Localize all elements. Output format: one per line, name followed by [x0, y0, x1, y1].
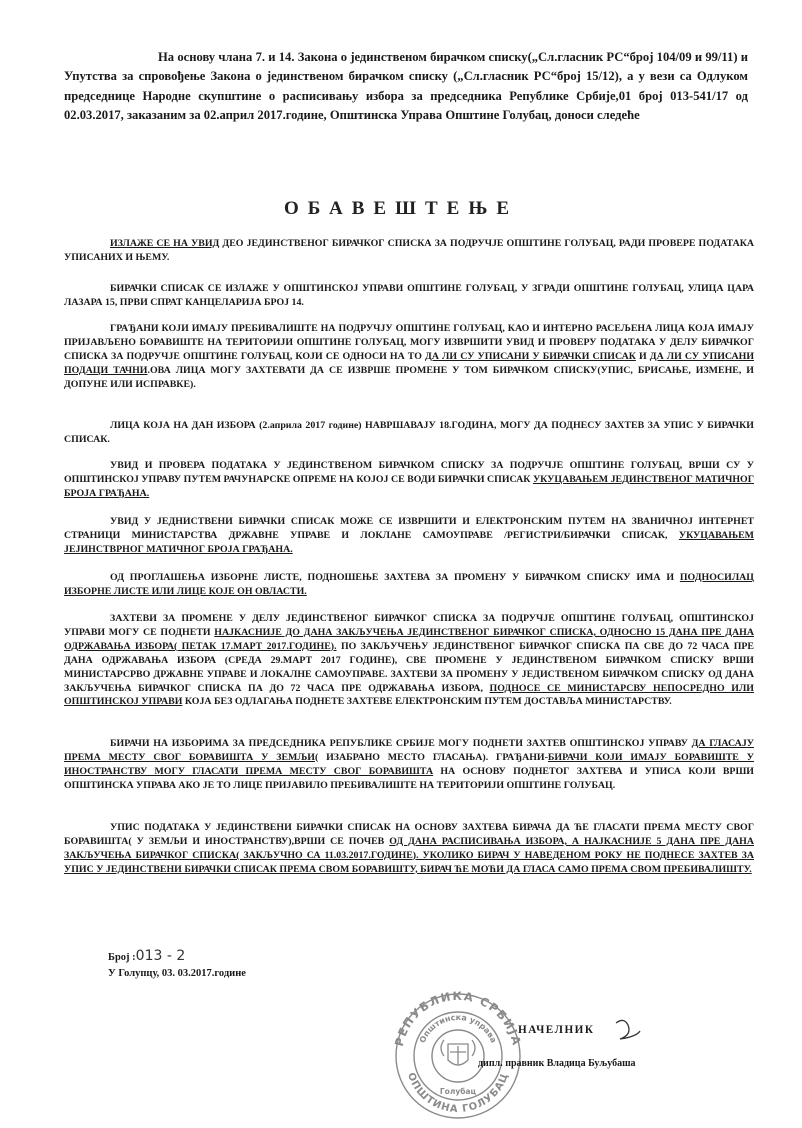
s9-text-c: ( ИЗАБРАНО МЕСТО ГЛАСАЊА). ГРАЂАНИ-: [314, 751, 548, 763]
s5-underlined: УКУЦАВАЊЕМ ЈЕДИНСТВЕНОГ МАТИЧНОГ БРОЈА ГРАЂАНА.: [64, 473, 754, 499]
section-2: [64, 282, 754, 310]
document-number: [108, 948, 246, 966]
s8-underlined-b: НАЈКАСНИЈЕ ДО ДАНА ЗАКЉУЧЕЊА ЈЕДИНСТВЕНОГ БИРАЧКОГ СПИСКА, ОДНОСНО 15 ДАНА ПРЕ ДАНА ОДРЖАВАЊА ИЗБОРА( ПЕТАК 17.МАРТ 2017.ГОДИНЕ).: [64, 626, 754, 652]
s9-underlined-d: БИРАЧИ КОЈИ ИМАЈУ БОРАВИШТЕ У ИНОСТРАНСТВУ МОГУ ГЛАСАТИ ПРЕМА МЕСТУ СВОГ БОРАВИШТА: [64, 751, 755, 777]
s3-text-c: И: [635, 350, 650, 362]
intro-paragraph: [64, 48, 748, 126]
intro-text: На основу члана 7. и 14. Закона о јединственом бирачком списку(„Сл.гласник РС“број 104/09 и 99/11) и Упутства за спровођење Закона о јединственом бирачком списку („Сл.гласник РС“број 15/12), а у вези са Одлуком председнице Народне скупштине о расписивању избора за председника Републике Србије,01 број 013-541/17 од 02.03.2017, заказаним за 02.април 2017.године, Општинска Управа Општине Голубац, доноси следеће: [64, 50, 748, 123]
section-9: [64, 737, 754, 793]
signatory-title: НАЧЕЛНИК: [518, 1024, 595, 1036]
section-10: [64, 821, 754, 877]
seal-center-text: Голубац: [439, 1087, 477, 1096]
s1-text: ДЕО ЈЕДИНСТВЕНОГ БИРАЧКОГ СПИСКА ЗА ПОДРУЧЈЕ ОПШТИНЕ ГОЛУБАЦ, РАДИ ПРОВЕРЕ ПОДАТАКА УПИСАНИХ И ЊЕМУ.: [64, 238, 755, 263]
seal-inner-text: Општинска управа: [417, 1012, 499, 1045]
s10-text-a: УПИС ПОДАТАКА У ЈЕДИНСТВЕНИ БИРАЧКИ СПИСАК НА ОСНОВУ ЗАХТЕВА БИРАЧА ДА ЋЕ ГЛАСАТИ ПРЕМА МЕСТУ СВОГ БОРАВИШТА( У ЗЕМЉИ И ИНОСТРАНСТВУ),ВРШИ СЕ ПОЧЕВ: [64, 822, 754, 847]
coat-of-arms-icon: [441, 1040, 475, 1065]
s7-underlined: ПОДНОСИЛАЦ ИЗБОРНЕ ЛИСТЕ ИЛИ ЛИЦЕ КОЈЕ ОН ОВЛАСТИ.: [64, 572, 754, 597]
s1-underlined: ИЗЛАЖЕ СЕ НА УВИД: [110, 238, 220, 249]
signatory-name: дипл. правник Владица Буљубаша: [478, 1058, 636, 1069]
s8-text-a: ЗАХТЕВИ ЗА ПРОМЕНЕ У ДЕЛУ ЈЕДИНСТВЕНОГ БИРАЧКОГ СПИСКА ЗА ПОДРУЧЈЕ ОПШТИНЕ ГОЛУБАЦ, ОПШТИНСКОЈ УПРАВИ МОГУ СЕ ПОДНЕТИ: [64, 613, 754, 638]
number-label: Број :: [108, 952, 136, 963]
s3-text-a: ГРАЂАНИ КОЈИ ИМАЈУ ПРЕБИВАЛИШТЕ НА ПОДРУЧЈУ ОПШТИНЕ ГОЛУБАЦ, КАО И ИНТЕРНО РАСЕЉЕНА ЛИЦА КОЈА ИМАЈУ ПРИЈАВЉЕНО БОРАВИШТЕ НА ТЕРИТОРИЈИ ОПШТИНЕ ГОЛУБАЦ, МОГУ ИЗВРШИТИ УВИД И ПРОВЕРУ ПОДАТАКА У ДЕЛУ БИРАЧКОГ СПИСКА ЗА ПОДРУЧЈЕ ОПШТИНЕ ГОЛУБАЦ, КОЈИ СЕ ОДНОСИ НА ТО: [64, 323, 754, 362]
s6-underlined: УКУЦАВАЊЕМ ЈЕЈИНСТВРНОГ МАТИЧНОГ БРОЈА ГРАЂАНА.: [64, 529, 754, 555]
s5-text: УВИД И ПРОВЕРА ПОДАТАКА У ЈЕДИНСТВЕНОМ БИРАЧКОМ СПИСКУ ЗА ПОДРУЧЈЕ ОПШТИНЕ ГОЛУБАЦ, ВРШИ СУ У ОПШТИНСКОЈ УПРАВУ ПУТЕМ РАЧУНАРСКЕ ОПРЕМЕ НА КОЈОЈ СЕ ВОДИ БИРАЧКИ СПИСАК: [64, 460, 754, 485]
section-3: [64, 322, 754, 392]
signature-scribble-icon: [610, 1015, 646, 1045]
s8-underlined-d: ПОДНОСЕ СЕ МИНИСТАРСВУ НЕПОСРЕДНО ИЛИ ОПШТИНСКОЈ УПРАВИ: [64, 682, 754, 708]
s8-text-c: ПО ЗАКЉУЧЕЊУ ЈЕДИНСТВЕНОГ БИРАЧКОГ СПИСКА ПА СВЕ ДО 72 ЧАСА ПРЕ ДАНА ОДРЖАВАЊА ИЗБОРА (СРЕДА 29.МАРТ 2017 ГОДИНЕ), СВЕ ПРОМЕНЕ У ЈЕДИНСТВЕНОМ БИРАЧКОМ СПИСКУ ВРШИ МИНИСТАРСРВО ДРЖАВНЕ УПРАВЕ И ЛОКАЛНЕ САМОУПРАВЕ. ЗАХТЕВИ ЗА ПРОМЕНУ У ЈЕДИСТВЕНОМ БИРАЧКОМ СПИСКУ ОД ДАНА ЗАКЉУЧЕЊА БИРАЧКОГ СПИСКА ПА ДО 72 ЧАСА ПРЕ ОДРЖАВАЊА ИЗБОРА,: [64, 640, 755, 694]
seal-outer-text: РЕПУБЛИКА СРБИЈА: [391, 990, 525, 1048]
s3-underlined-b: ДА ЛИ СУ УПИСАНИ У БИРАЧКИ СПИСАК: [425, 350, 636, 362]
s4-text-c: НАВРШАВАЈУ 18.ГОДИНА, МОГУ ДА ПОДНЕСУ ЗАХТЕВ ЗА УПИС У БИРАЧКИ СПИСАК.: [64, 420, 754, 445]
section-8: [64, 612, 754, 709]
seal-bottom-text: ОПШТИНА ГОЛУБАЦ: [404, 1071, 512, 1116]
s8-text-e: КОЈА БЕЗ ОДЛАГАЊА ПОДНЕТЕ ЗАХТЕВЕ ЕЛЕКТРОНСКИМ ПУТЕМ ДОСТАВЉА МИНИСТАРСТВУ.: [182, 696, 672, 708]
footer-block: [108, 948, 246, 982]
place-date: У Голупцу, 03. 03.2017.године: [108, 968, 246, 979]
s4-text-a: ЛИЦА КОЈА НА ДАН ИЗБОРА: [110, 420, 260, 431]
s6-text: УВИД У ЈЕДНИСТВЕНИ БИРАЧКИ СПИСАК МОЖЕ СЕ ИЗВРШИТИ И ЕЛЕКТРОНСКИМ ПУТЕМ НА ЗВАНИЧНОЈ ИНТЕРНЕТ СТРАНИЦИ МИНИСТАРСТВА ДРЖАВНЕ УПРАВЕ И ЛОКЛАНЕ САМОУПРАВЕ /РЕГИСТРИ/БИРАЧКИ СПИСАК,: [64, 516, 754, 541]
s9-text-e: НА ОСНОВУ ПОДНЕТОГ ЗАХТЕВА И УПИСА КОЈИ ВРШИ ОПШТИНСКА УПРАВА АКО ЈЕ ТО ЛИЦЕ ПРИЈАВИЛО ПРЕБИВАЛИШТЕ НА ТЕРИТОРИЈИ ОПШТИНЕ ГОЛУБАЦ.: [64, 765, 754, 791]
s7-text: ОД ПРОГЛАШЕЊА ИЗБОРНЕ ЛИСТЕ, ПОДНОШЕЊЕ ЗАХТЕВА ЗА ПРОМЕНУ У БИРАЧКОМ СПИСКУ ИМА И: [110, 572, 680, 583]
section-6: [64, 515, 754, 557]
official-seal: [380, 990, 536, 1122]
number-value: 013 - 2: [135, 948, 186, 964]
section-4: [64, 419, 754, 447]
section-7: [64, 571, 754, 599]
s9-text-a: БИРАЧИ НА ИЗБОРИМА ЗА ПРЕДСЕДНИКА РЕПУБЛИКЕ СРБИЈЕ МОГУ ПОДНЕТИ ЗАХТЕВ ОПШТИНСКОЈ УПРАВУ: [110, 738, 692, 749]
s3-text-e: .ОВА ЛИЦА МОГУ ЗАХТЕВАТИ ДА СЕ ИЗВРШЕ ПРОМЕНЕ У ТОМ БИРАЧКОМ СПИСКУ(УПИС, БРИСАЊЕ, ИЗМЕНЕ, И ДОПУНЕ ИЛИ ИСПРАВКЕ).: [64, 364, 754, 390]
document-title: ОБАВЕШТЕЊЕ: [283, 198, 519, 219]
s9-underlined-b: ДА ГЛАСАЈУ ПРЕМА МЕСТУ СВОГ БОРАВИШТА У ЗЕМЉИ: [64, 738, 755, 763]
s4-date: (2.априла 2017 године): [259, 420, 362, 431]
section-1: [64, 237, 754, 265]
s2-text: БИРАЧКИ СПИСАК СЕ ИЗЛАЖЕ У ОПШТИНСКОЈ УПРАВИ ОПШТИНЕ ГОЛУБАЦ, У ЗГРАДИ ОПШТИНЕ ГОЛУБАЦ, УЛИЦА ЦАРА ЛАЗАРА 15, ПРВИ СПРАТ КАНЦЕЛАРИЈА БРОЈ 14.: [64, 283, 754, 308]
s10-underlined-b: ОД ДАНА РАСПИСИВАЊА ИЗБОРА, А НАЈКАСНИЈЕ 5 ДАНА ПРЕ ДАНА ЗАКЉУЧЕЊА БИРАЧКОГ СПИСКА( ЗАКЉУЧНО СА 11.03.2017.ГОДИНЕ). УКОЛИКО БИРАЧ У НАВЕДЕНОМ РОКУ НЕ ПОДНЕСЕ ЗАХТЕВ ЗА УПИС У ЈЕДИНСТВЕНИ БИРАЧКИ СПИСАК ПРЕМА СВОМ БОРАВИШТУ, БИРАЧ ЋЕ МОЋИ ДА ГЛАСА САМО ПРЕМА СВОМ ПРЕБИВАЛИШТУ.: [64, 835, 754, 875]
s3-underlined-d: ДА ЛИ СУ УПИСАНИ ПОДАЦИ ТАЧНИ: [64, 350, 755, 376]
section-5: [64, 459, 754, 501]
